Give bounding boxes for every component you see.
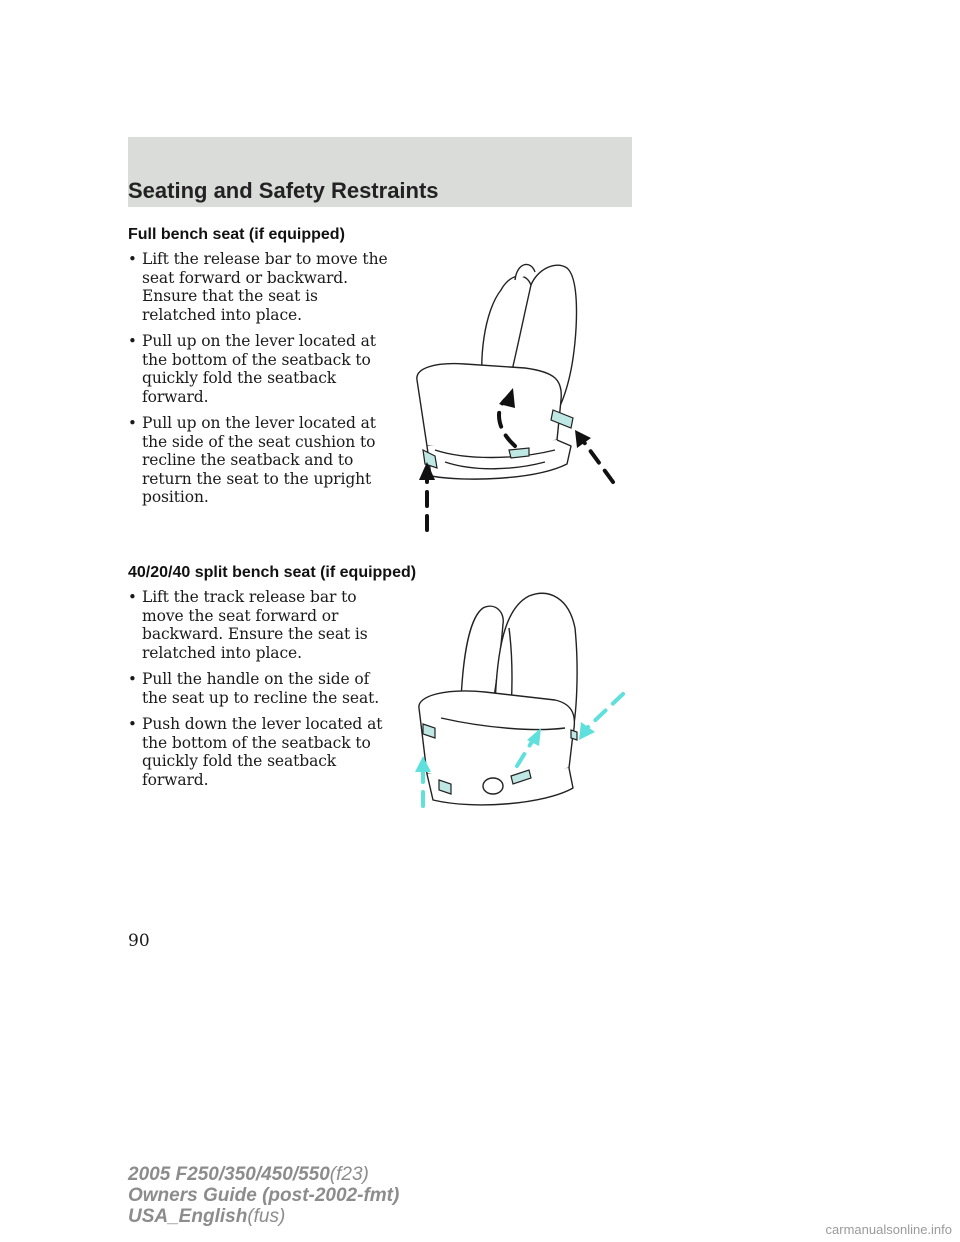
bullet-icon: • [128,588,137,606]
bullet-list-split-bench [128,588,393,797]
watermark-link[interactable]: carmanualsonline.info [825,1222,952,1237]
list-item: • Pull up on the lever located at the bottom of the seatback to quickly fold the seatback forward. [128,332,376,406]
bullet-icon: • [128,715,137,733]
section-heading-split-bench: 40/20/40 split bench seat (if equipped) [128,564,417,581]
page-title: Seating and Safety Restraints [128,178,439,203]
bench-seat-illustration [405,250,630,535]
bullet-icon: • [128,250,137,268]
list-item: • Push down the lever located at the bottom of the seatback to quickly fold the seatback forward. [128,715,383,789]
footer-line-1: 2005 F250/350/450/550(f23) [128,1164,369,1185]
list-item: • Pull up on the lever located at the side of the seat cushion to recline the seatback and to return the seat to the upright position. [128,414,376,506]
section-heading-full-bench: Full bench seat (if equipped) [128,226,345,243]
list-item: • Pull the handle on the side of the seat up to recline the seat. [128,670,380,707]
list-item: • Lift the release bar to move the seat forward or backward. Ensure that the seat is relatched into place. [128,250,388,324]
footer-line-2: Owners Guide (post-2002-fmt) [128,1185,400,1206]
bullet-list-full-bench [128,250,393,515]
bullet-icon: • [128,414,137,432]
footer-line-3: USA_English(fus) [128,1206,286,1227]
bullet-icon: • [128,670,137,688]
split-bench-seat-illustration [405,588,630,813]
list-item: • Lift the track release bar to move the seat forward or backward. Ensure the seat is relatched into place. [128,588,368,662]
page-number: 90 [128,931,150,951]
bullet-icon: • [128,332,137,350]
footer [128,1164,399,1227]
